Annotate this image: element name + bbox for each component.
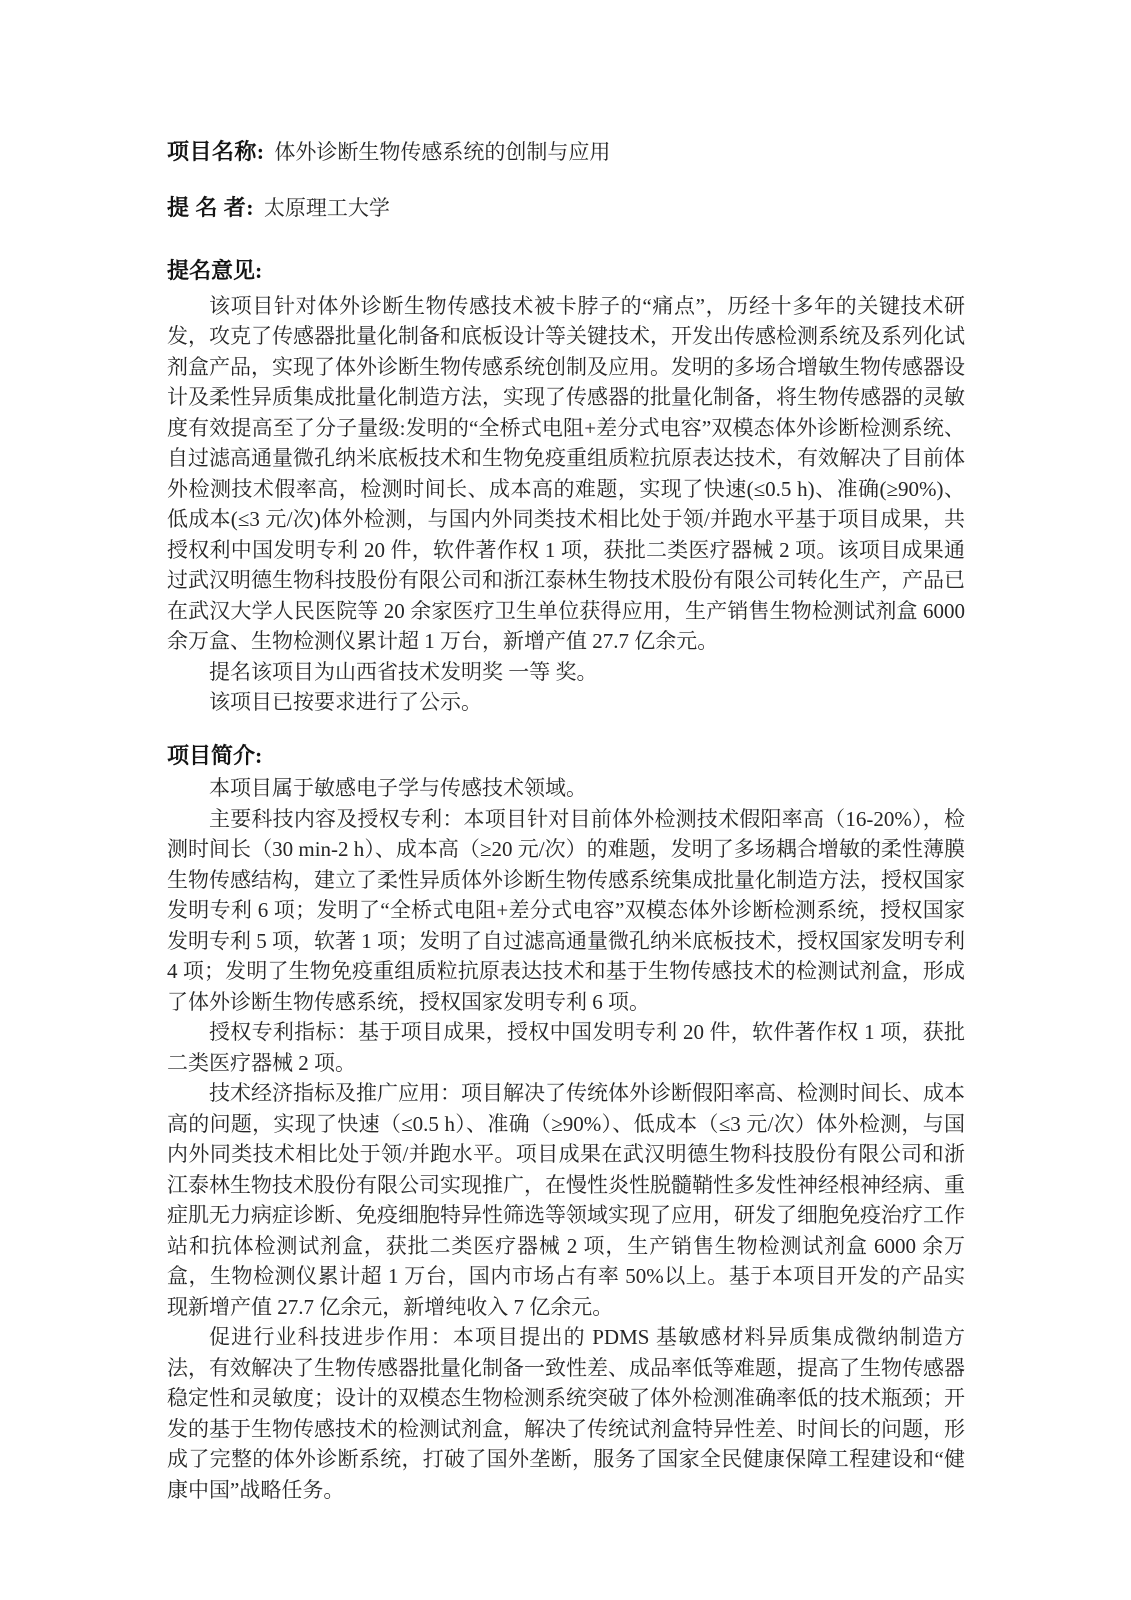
intro-paragraph: 主要科技内容及授权专利：本项目针对目前体外检测技术假阳率高（16-20%），检测时间长（30 min-2 h）、成本高（≥20 元/次）的难题，发明了多场耦合增敏的柔性薄膜生物传感结构，建立了柔性异质体外诊断生物传感系统集成批量化制造方法，授权国家发明专利 6 项；发明了“全桥式电阻+差分式电容”双模态体外诊断检测系统，授权国家发明专利 5 项，软著 1 项；发明了自过滤高通量微孔纳米底板技术，授权国家发明专利 4 项；发明了生物免疫重组质粒抗原表达技术和基于生物传感技术的检测试剂盒，形成了体外诊断生物传感系统，授权国家发明专利 6 项。 bbox=[167, 806, 965, 1014]
intro-paragraph: 技术经济指标及推广应用：项目解决了传统体外诊断假阳率高、检测时间长、成本高的问题，实现了快速（≤0.5 h）、准确（≥90%）、低成本（≤3 元/次）体外检测，与国内外同类技术相比处于领/并跑水平。项目成果在武汉明德生物科技股份有限公司和浙江泰林生物技术股份有限公司实现推广，在慢性炎性脱髓鞘性多发性神经根神经病、重症肌无力病症诊断、免疫细胞特异性筛选等领域实现了应用，研发了细胞免疫治疗工作站和抗体检测试剂盒，获批二类医疗器械 2 项，生产销售生物检测试剂盒 6000 余万盒，生物检测仪累计超 1 万台，国内市场占有率 50%以上。基于本项目开发的产品实现新增产值 27.7 亿余元，新增纯收入 7 亿余元。 bbox=[167, 1081, 965, 1319]
nomination-paragraph: 该项目已按要求进行了公示。 bbox=[209, 690, 482, 714]
intro-paragraph: 本项目属于敏感电子学与传感技术领域。 bbox=[209, 776, 587, 800]
intro-paragraph: 促进行业科技进步作用：本项目提出的 PDMS 基敏感材料异质集成微纳制造方法，有效解决了生物传感器批量化制备一致性差、成品率低等难题，提高了生物传感器稳定性和灵敏度；设计的双模态生物检测系统突破了体外检测准确率低的技术瓶颈；开发的基于生物传感技术的检测试剂盒，解决了传统试剂盒特异性差、时间长的问题，形成了完整的体外诊断系统，打破了国外垄断，服务了国家全民健康保障工程建设和“健康中国”战略任务。 bbox=[167, 1325, 965, 1502]
nominator-row bbox=[167, 193, 965, 224]
intro-paragraph: 授权专利指标：基于项目成果，授权中国发明专利 20 件，软件著作权 1 项，获批二类医疗器械 2 项。 bbox=[167, 1020, 965, 1075]
project-name-value: 体外诊断生物传感系统的创制与应用 bbox=[274, 140, 611, 164]
nominator-label: 提 名 者: bbox=[167, 194, 254, 220]
project-intro-heading: 项目简介: bbox=[167, 742, 263, 768]
nomination-paragraph: 提名该项目为山西省技术发明奖 一等 奖。 bbox=[209, 659, 598, 684]
project-name-row bbox=[167, 137, 965, 168]
nomination-opinion-heading: 提名意见: bbox=[167, 258, 263, 283]
nomination-paragraph: 该项目针对体外诊断生物传感技术被卡脖子的“痛点”，历经十多年的关键技术研发，攻克了传感器批量化制备和底板设计等关键技术，开发出传感检测系统及系列化试剂盒产品，实现了体外诊断生物传感系统创制及应用。发明的多场合增敏生物传感器设计及柔性异质集成批量化制造方法，实现了传感器的批量化制备，将生物传感器的灵敏度有效提高至了分子量级:发明的“全桥式电阻+差分式电容”双模态体外诊断检测系统、自过滤高通量微孔纳米底板技术和生物免疫重组质粒抗原表达技术，有效解决了目前体外检测技术假率高，检测时间长、成本高的难题，实现了快速(≤0.5 h)、准确(≥90%)、低成本(≤3 元/次)体外检测，与国内外同类技术相比处于领/并跑水平基于项目成果，共授权利中国发明专利 20 件，软件著作权 1 项，获批二类医疗器械 2 项。该项目成果通过武汉明德生物科技股份有限公司和浙江泰林生物技术股份有限公司转化生产，产品已在武汉大学人民医院等 20 余家医疗卫生单位获得应用，生产销售生物检测试剂盒 6000 余万盒、生物检测仪累计超 1 万台，新增产值 27.7 亿余元。 bbox=[167, 293, 965, 653]
project-name-label: 项目名称: bbox=[167, 139, 265, 164]
nominator-value: 太原理工大学 bbox=[263, 195, 390, 220]
